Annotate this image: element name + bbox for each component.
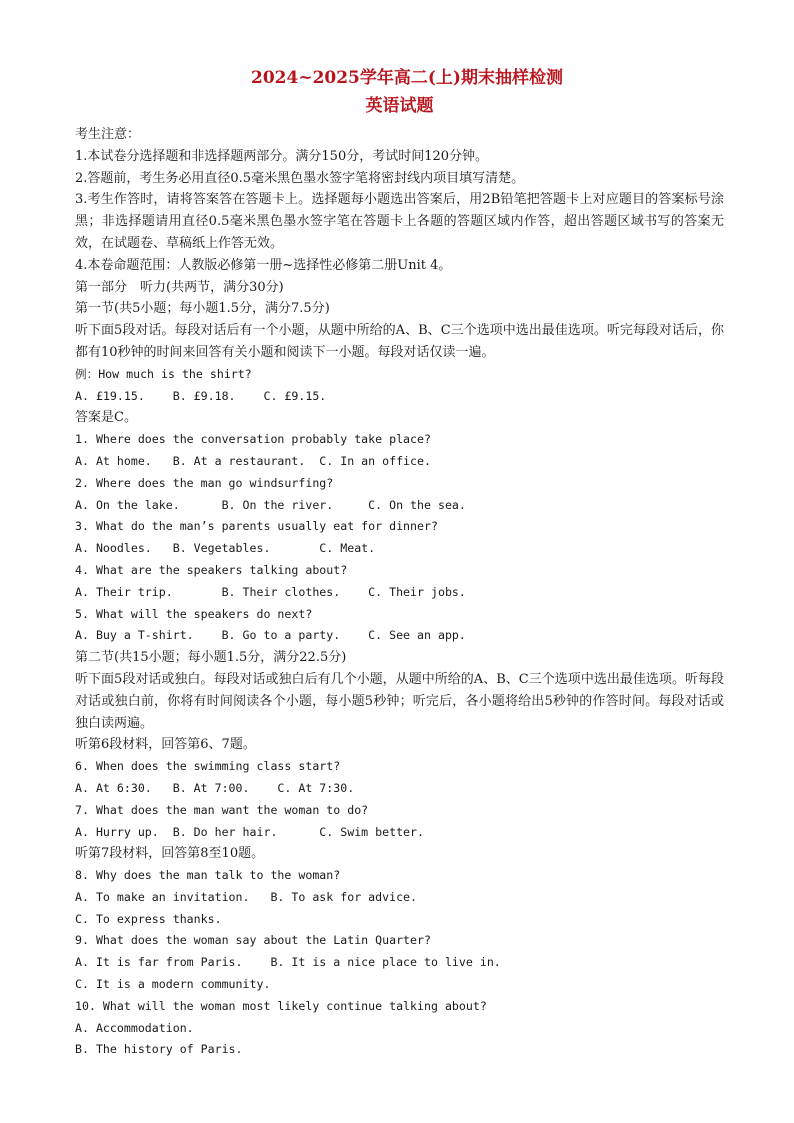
question-1: 1. Where does the conversation probably take place? bbox=[75, 432, 431, 447]
notice-item-1: 1.本试卷分选择题和非选择题两部分。满分150分，考试时间120分钟。 bbox=[75, 148, 489, 164]
example-question: 例：How much is the shirt? bbox=[75, 366, 252, 381]
section2-instruction: 听下面5段对话或独白。每段对话或独白后有几个小题，从题中所给的A、B、C三个选项中选出最佳选项。听每段对话或独白前，你将有时间阅读各个小题，每小题5秒钟；听完后，各小题将给出5秒钟的作答时间。每段对话或独白读两遍。 bbox=[75, 671, 724, 731]
material-7-heading: 听第7段材料，回答第8至10题。 bbox=[75, 846, 265, 862]
notice-heading: 考生注意： bbox=[75, 127, 141, 142]
question-10-option-a: A. Accommodation. bbox=[75, 1020, 194, 1035]
question-6-options: A. At 6:30. B. At 7:00. C. At 7:30. bbox=[75, 780, 355, 795]
question-9-option-c: C. It is a modern community. bbox=[75, 977, 271, 992]
question-3-options: A. Noodles. B. Vegetables. C. Meat. bbox=[75, 541, 376, 556]
question-9: 9. What does the woman say about the Latin Quarter? bbox=[75, 933, 431, 948]
question-4-options: A. Their trip. B. Their clothes. C. Their jobs. bbox=[75, 584, 466, 599]
question-2: 2. Where does the man go windsurfing? bbox=[75, 475, 334, 490]
question-3: 3. What do the man’s parents usually eat for dinner? bbox=[75, 519, 438, 534]
exam-subtitle: 英语试题 bbox=[365, 96, 434, 116]
question-8-option-c: C. To express thanks. bbox=[75, 911, 222, 926]
notice-item-3: 3.考生作答时，请将答案答在答题卡上。选择题每小题选出答案后，用2B铅笔把答题卡上对应题目的答案标号涂黑；非选择题请用直径0.5毫米黑色墨水签字笔在答题卡上各题的答题区域内作答，超出答题区域书写的答案无效，在试题卷、草稿纸上作答无效。 bbox=[75, 192, 724, 251]
question-7: 7. What does the man want the woman to do? bbox=[75, 802, 369, 817]
question-10: 10. What will the woman most likely continue talking about? bbox=[75, 998, 487, 1013]
notice-item-4: 4.本卷命题范围：人教版必修第一册~选择性必修第二册Unit 4。 bbox=[75, 257, 452, 273]
question-5-options: A. Buy a T-shirt. B. Go to a party. C. See an app. bbox=[75, 628, 466, 643]
question-9-options-ab: A. It is far from Paris. B. It is a nice place to live in. bbox=[75, 955, 501, 970]
question-2-options: A. On the lake. B. On the river. C. On the sea. bbox=[75, 497, 466, 512]
question-5: 5. What will the speakers do next? bbox=[75, 606, 313, 621]
section1-instruction: 听下面5段对话。每段对话后有一个小题，从题中所给的A、B、C三个选项中选出最佳选项。听完每段对话后，你都有10秒钟的时间来回答有关小题和阅读下一小题。每段对话仅读一遍。 bbox=[75, 323, 724, 360]
section1-heading: 第一节(共5小题；每小题1.5分，满分7.5分) bbox=[75, 301, 330, 317]
part1-heading: 第一部分 听力(共两节，满分30分) bbox=[75, 279, 284, 295]
question-7-options: A. Hurry up. B. Do her hair. C. Swim better. bbox=[75, 824, 425, 839]
question-8: 8. Why does the man talk to the woman? bbox=[75, 868, 341, 883]
example-options: A. £19.15. B. £9.18. C. £9.15. bbox=[75, 388, 327, 403]
question-8-options-ab: A. To make an invitation. B. To ask for advice. bbox=[75, 889, 418, 904]
question-4: 4. What are the speakers talking about? bbox=[75, 562, 348, 577]
material-6-heading: 听第6段材料，回答第6、7题。 bbox=[75, 737, 256, 753]
question-10-option-b: B. The history of Paris. bbox=[75, 1042, 243, 1057]
question-6: 6. When does the swimming class start? bbox=[75, 759, 341, 774]
question-1-options: A. At home. B. At a restaurant. C. In an office. bbox=[75, 453, 431, 468]
exam-title: 2024~2025学年高二(上)期末抽样检测 bbox=[251, 68, 563, 88]
section2-heading: 第二节(共15小题；每小题1.5分，满分22.5分) bbox=[75, 650, 347, 666]
notice-item-2: 2.答题前，考生务必用直径0.5毫米黑色墨水签字笔将密封线内项目填写清楚。 bbox=[75, 170, 525, 186]
example-answer: 答案是C。 bbox=[75, 410, 137, 426]
